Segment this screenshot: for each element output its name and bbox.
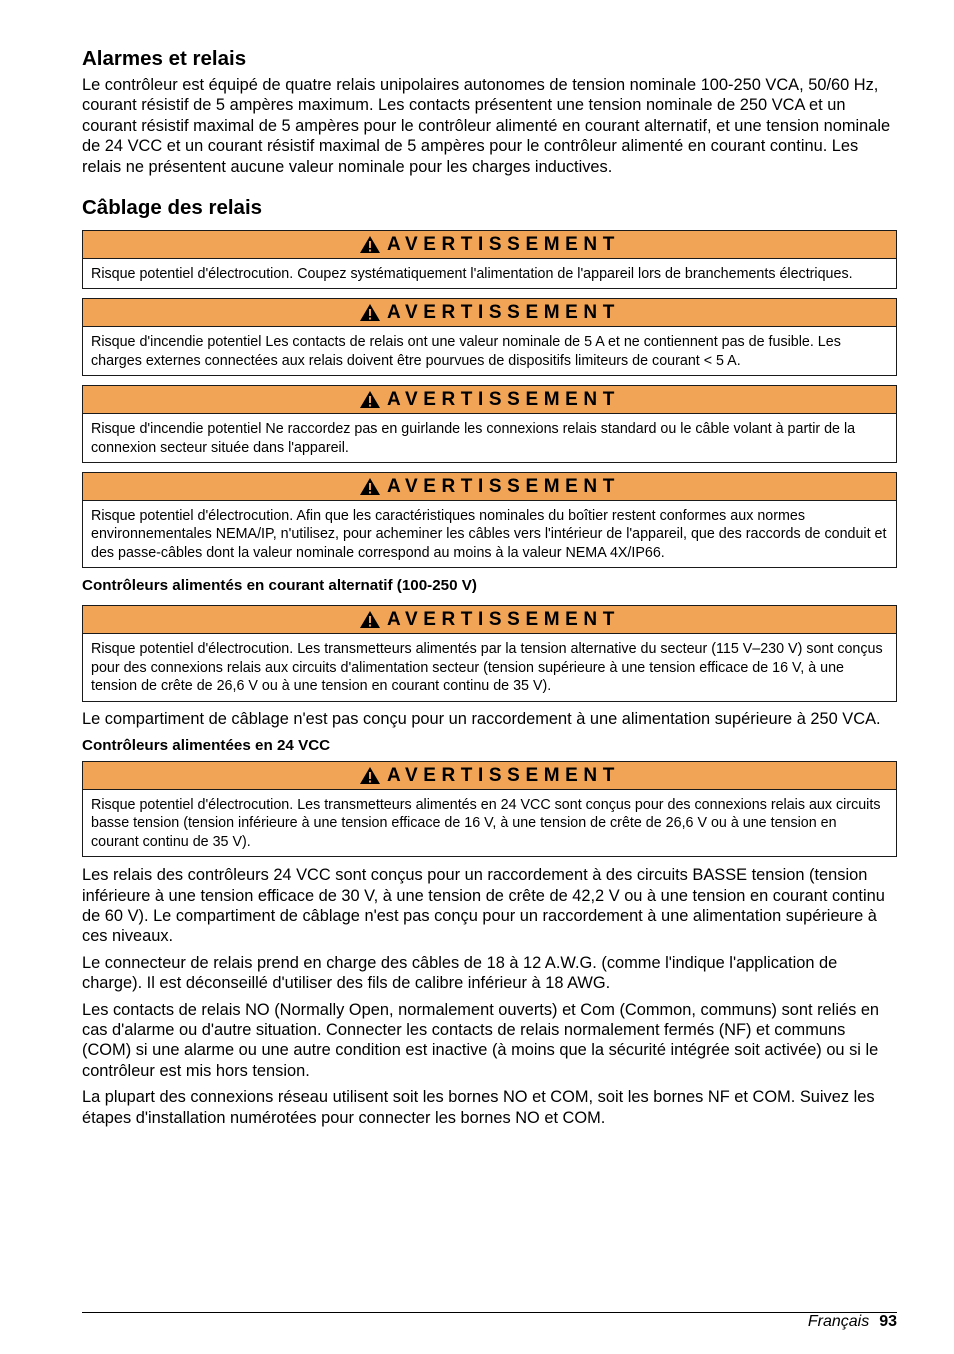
warning-triangle-icon — [359, 235, 381, 254]
warning-triangle-icon — [359, 477, 381, 496]
paragraph-dc-4: La plupart des connexions réseau utilisent soit les bornes NO et COM, soit les bornes NF et COM. Suivez les étapes d'installation numérotées pour connecter les bornes NO et COM. — [82, 1088, 875, 1127]
warning-label: AVERTISSEMENT — [387, 764, 620, 786]
warning-box — [82, 385, 897, 463]
warning-text: Risque d'incendie potentiel Ne raccordez pas en guirlande les connexions relais standard ou le câble volant à partir de la connexion secteur située dans l'appareil. — [91, 421, 856, 456]
warning-box — [82, 230, 897, 289]
page-footer — [808, 1313, 897, 1331]
warning-text: Risque potentiel d'électrocution. Coupez systématiquement l'alimentation de l'appareil lors de branchements électriques. — [91, 266, 853, 283]
page-number: 93 — [879, 1313, 897, 1330]
warning-label: AVERTISSEMENT — [387, 476, 620, 498]
warning-label: AVERTISSEMENT — [387, 234, 620, 256]
paragraph-dc-3: Les contacts de relais NO (Normally Open, normalement ouverts) et Com (Common, communs) sont reliés en cas d'alarme ou d'autre situation. Connecter les contacts de relais normalement fermés (NF) et communs (COM) si une alarme ou une autre condition est inactive (à moins que la sécurité intégrée soit activée) ou si le contrôleur est mis hors tension. — [82, 1000, 880, 1080]
warning-box — [82, 298, 897, 376]
warning-header — [83, 386, 896, 414]
warning-header — [83, 473, 896, 501]
paragraph-dc-2: Le connecteur de relais prend en charge des câbles de 18 à 12 A.W.G. (comme l'indique l'application de charge). Il est déconseillé d'utiliser des fils de calibre inférieur à 18 AWG. — [82, 953, 838, 993]
warning-box — [82, 472, 897, 568]
warning-label: AVERTISSEMENT — [387, 302, 620, 324]
subsection-title-dc: Contrôleurs alimentées en 24 VCC — [82, 736, 331, 754]
paragraph-ac: Le compartiment de câblage n'est pas conçu pour un raccordement à une alimentation supérieure à 250 VCA. — [82, 709, 881, 728]
footer-language: Français — [807, 1313, 870, 1330]
warning-header — [83, 299, 896, 327]
warning-header — [83, 762, 896, 790]
warning-text: Risque potentiel d'électrocution. Les transmetteurs alimentés par la tension alternative du secteur (115 V–230 V) sont conçus pour des connexions relais aux circuits d'alimentation secteur (tension supérieure à une tension efficace de 16 V, à une tension de crête de 26,6 V ou à une tension en courant continu de 35 V). — [91, 641, 883, 695]
section-title-cablage: Câblage des relais — [82, 196, 263, 220]
page-content — [82, 44, 897, 1128]
warning-text: Risque potentiel d'électrocution. Les transmetteurs alimentés en 24 VCC sont conçus pour des connexions relais aux circuits basse tension (tension inférieure à une tension efficace de 16 V, à une tension de crête de 26,6 V ou à une tension en courant continu de 35 V). — [91, 796, 881, 850]
warning-header — [83, 606, 896, 634]
warning-text: Risque potentiel d'électrocution. Afin que les caractéristiques nominales du boîtier restent conformes aux normes environnementales NEMA/IP, n'utilisez, pour acheminer les câbles vers l'intérieur de l'appareil, que des raccords de conduit et des passe-câbles dont la valeur nominale correspond au moins à la valeur NEMA 4X/IP66. — [91, 508, 887, 561]
warning-header — [83, 231, 896, 259]
warning-box — [82, 761, 897, 857]
warning-triangle-icon — [359, 303, 381, 322]
warning-text: Risque d'incendie potentiel Les contacts de relais ont une valeur nominale de 5 A et ne contiennent pas de fusible. Les charges externes connectées aux relais doivent être pourvues de dispositifs limiteurs de courant < 5 A. — [91, 334, 841, 369]
footer-divider — [82, 1312, 897, 1313]
warning-triangle-icon — [359, 390, 381, 409]
paragraph-alarmes: Le contrôleur est équipé de quatre relais unipolaires autonomes de tension nominale 100-250 VCA, 50/60 Hz, courant résistif de 5 ampères maximum. Les contacts présentent une tension nominale de 250 VCA et un courant résistif maximal de 5 ampères pour le contrôleur alimenté en courant alternatif, et une tension nominale de 24 VCC et un courant résistif maximal de 5 ampères pour le contrôleur alimenté en courant continu. Les relais ne présentent aucune valeur nominale pour les charges inductives. — [82, 76, 891, 176]
warning-label: AVERTISSEMENT — [387, 609, 620, 631]
subsection-title-ac: Contrôleurs alimentés en courant alternatif (100-250 V) — [82, 577, 477, 595]
warning-triangle-icon — [359, 610, 381, 629]
warning-label: AVERTISSEMENT — [387, 389, 620, 411]
warning-triangle-icon — [359, 766, 381, 785]
paragraph-dc-1: Les relais des contrôleurs 24 VCC sont conçus pour un raccordement à des circuits BASSE tension (tension inférieure à une tension efficace de 30 V, à une tension de crête de 42,2 V ou à une tension en courant continu de 60 V). Le compartiment de câblage n'est pas conçu pour un raccordement à une alimentation supérieure à ces niveaux. — [82, 866, 885, 946]
warning-box — [82, 605, 897, 701]
section-title-alarmes: Alarmes et relais — [82, 47, 247, 70]
